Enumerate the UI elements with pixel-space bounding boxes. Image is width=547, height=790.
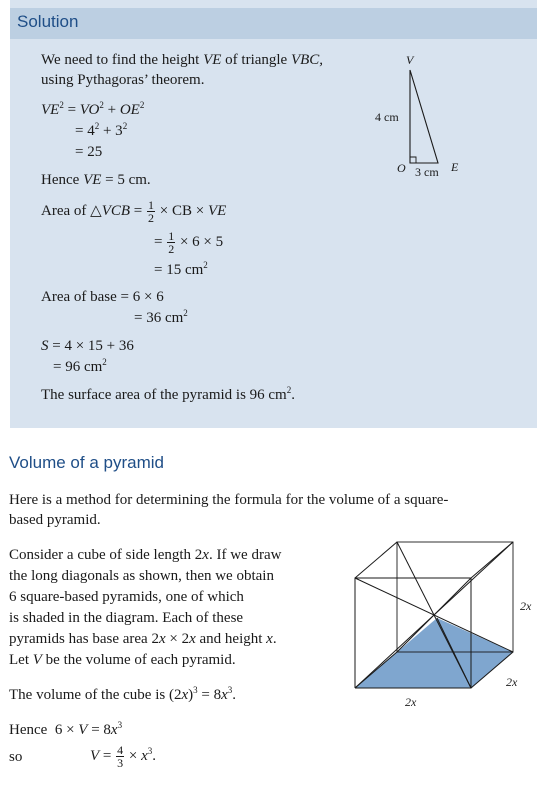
solution-intro-line2: using Pythagoras’ theorem. — [41, 72, 205, 88]
solution-conclusion: The surface area of the pyramid is 96 $cm^2$. — [41, 385, 295, 403]
cube-label-side: 2x — [506, 675, 518, 689]
solution-heading: Solution — [17, 12, 79, 31]
fraction-four-thirds: $\frac{4}{3}$ — [117, 743, 124, 770]
base-label: 3 cm — [415, 165, 439, 179]
solution-header — [10, 8, 537, 39]
paragraph-2-line-2: the long diagonals as shown, then we obtain — [9, 568, 274, 584]
section-paragraph-1-line2: based pyramid. — [9, 512, 101, 528]
surface-area-line2: = 96 $cm^2$ — [53, 357, 107, 375]
right-angle-mark — [410, 157, 416, 163]
section-title: Volume of a pyramid — [9, 453, 164, 472]
paragraph-2-line-3: 6 square-based pyramids, one of which — [9, 589, 244, 605]
cube-volume-line: The volume of the cube is $(2x)^3 = 8x^3$. — [9, 685, 237, 703]
area-base-line2: = 36 $cm^2$ — [134, 308, 188, 326]
area-vcb-line3: = 15 $cm^2$ — [154, 260, 208, 278]
cube-label-right: 2x — [520, 599, 532, 613]
area-vcb-line2: = $\frac{1}{2}$ × 6 × 5 — [154, 229, 224, 256]
equation-line-2: = $4^2 + 3^2$ — [75, 121, 128, 139]
cube-label-bottom: 2x — [405, 695, 417, 709]
paragraph-2-line-4: is shaded in the diagram. Each of these — [9, 610, 244, 626]
surface-area-line1: S = 4 × 15 + 36 — [41, 338, 134, 354]
hence-ve: Hence VE = 5 cm. — [41, 172, 151, 188]
cube-edge — [355, 542, 397, 578]
height-label: 4 cm — [375, 110, 399, 124]
paragraph-2-line-1: Consider a cube of side length 2x. If we draw — [9, 547, 282, 563]
triangle-shape — [410, 70, 438, 163]
equation-line-3: = 25 — [75, 144, 103, 160]
paragraph-2-line-5: pyramids has base area 2x × 2x and height x. — [9, 631, 277, 647]
shaded-pyramid — [355, 618, 513, 688]
hence-equation: Hence $6 \times V = 8x^3$ — [9, 720, 123, 738]
fraction-half: $\frac{1}{2}$ — [148, 198, 154, 225]
paragraph-2-line-6: Let V be the volume of each pyramid. — [9, 652, 236, 668]
fraction-half: $\frac{1}{2}$ — [168, 229, 175, 256]
vertex-label-v: V — [406, 53, 414, 67]
vertex-label-e: E — [451, 160, 459, 174]
section-paragraph-1-line1: Here is a method for determining the formula for the volume of a square- — [9, 492, 449, 508]
area-base-line1: Area of base = 6 × 6 — [41, 289, 164, 305]
solution-intro-line1: We need to find the height VE of triangle VBC, — [41, 52, 324, 68]
so-label: so — [9, 749, 23, 765]
vertex-label-o: O — [397, 161, 406, 175]
pythagoras-equation: $VE^2 = VO^2 + OE^2$ — [41, 100, 145, 118]
area-vcb-line1: Area of △VCB = $\frac{1}{2}$ × CB × VE — [41, 198, 227, 225]
so-equation: V = $\frac{4}{3}$ × $x^3$. — [90, 743, 157, 770]
